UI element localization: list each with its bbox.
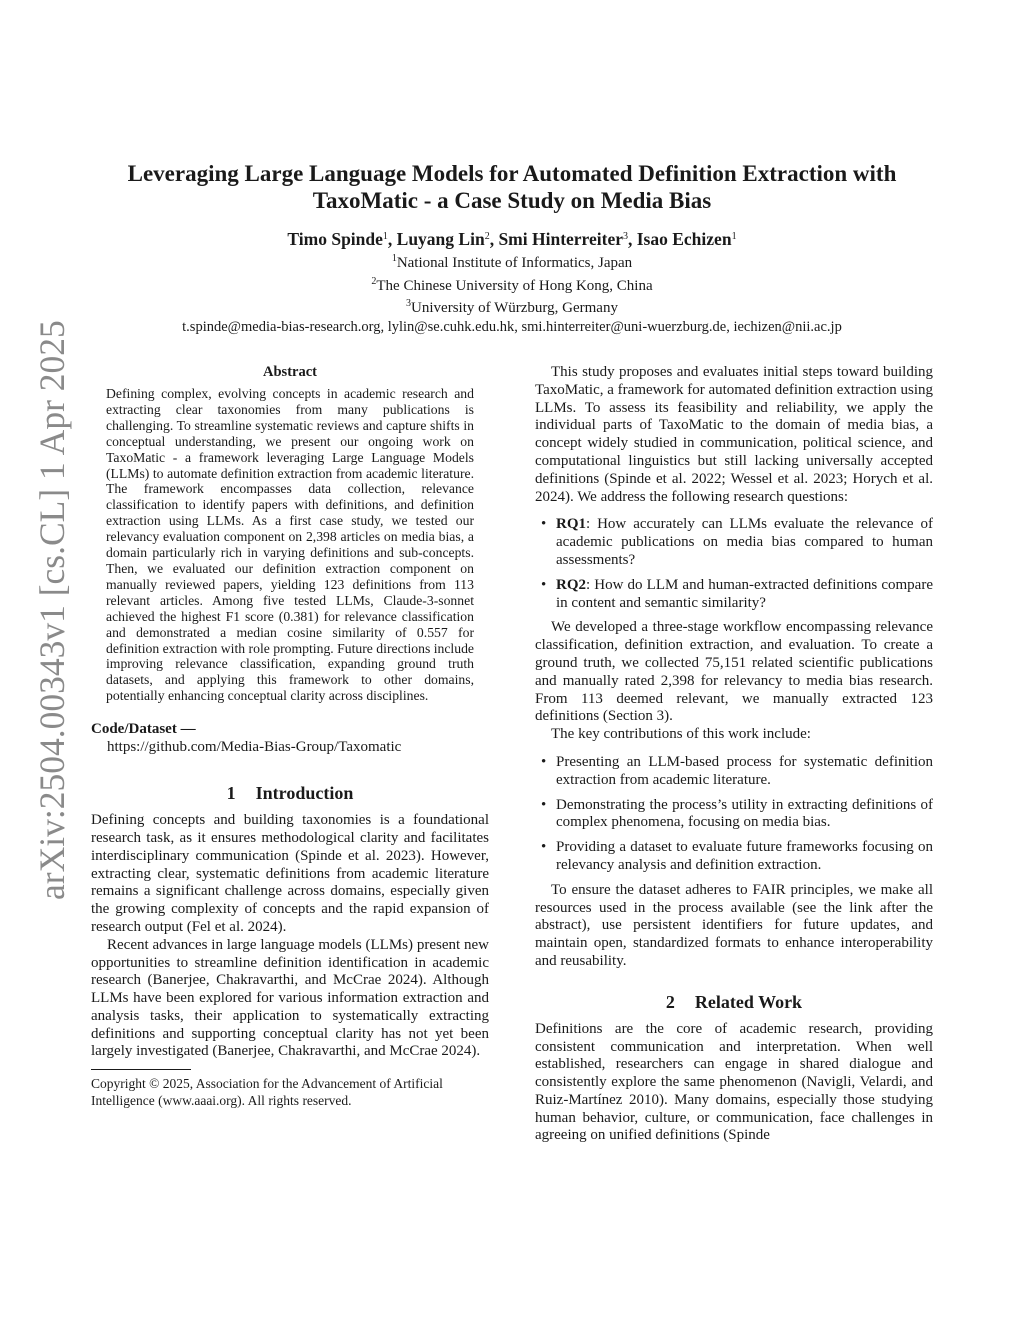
affiliation-mark: 3 — [406, 298, 412, 309]
list-item — [535, 577, 933, 613]
copyright-footnote: Copyright © 2025, Association for the Advancement of Artificial Intelligence (www.aaai.org). All rights reserved. — [91, 1076, 443, 1109]
introduction-heading — [91, 782, 489, 804]
study-intro-paragraph: This study proposes and evaluates initial steps toward building TaxoMatic, a framework for automated definition extraction using LLMs. To assess its feasibility and reliability, we apply the individual parts of TaxoMatic to the domain of media bias, a concept widely studied in communication, political science, and computational linguistics but still lacking universally accepted definitions (Spinde et al. 2022; Wessel et al. 2023; Horych et al. 2024). We address the following research questions: — [535, 364, 933, 505]
research-questions-list — [535, 516, 933, 612]
section-number: 1 — [226, 783, 236, 804]
affiliation-text: University of Würzburg, Germany — [411, 300, 618, 316]
author-affiliation-mark: 1 — [382, 231, 388, 242]
intro-paragraph-1: Defining concepts and building taxonomies is a foundational research task, as it ensures methodological clarity and facilitates interdisciplinary communication (Spinde et al. 2023). However, extracting clear, systematic definitions from academic literature remains a significant challenge across domains, especially given the growing complexity of concepts and the rapid expansion of research output (Fel et al. 2024). — [91, 812, 489, 935]
affiliation — [80, 250, 944, 273]
fair-paragraph: To ensure the dataset adheres to FAIR principles, we make all resources used in the process available (see the link after the abstract), use persistent identifiers for future updates, and maintain open, standardized formats to enhance interoperability and reusability. — [535, 881, 933, 969]
related-work-paragraph: Definitions are the core of academic research, providing consistent communication and interpretation. When well established, researchers can engage in shared dialogue and consistently explore the same phenomenon (Navigli, Velardi, and Ruiz-Martínez 2010). Many domains, especially those studying human behavior, culture, or communication, face challenges in agreeing on unified definitions (Spinde — [535, 1020, 933, 1144]
author-affiliation-mark: 1 — [731, 231, 737, 242]
left-column — [91, 364, 489, 1109]
affiliation — [80, 295, 944, 318]
rq-text: : How do LLM and human-extracted definitions compare in content and semantic similarity? — [556, 576, 933, 611]
paper-title-line-1: Leveraging Large Language Models for Automated Definition Extraction with — [127, 161, 897, 186]
paper-title — [80, 160, 944, 214]
affiliation — [80, 273, 944, 296]
abstract-text: Defining complex, evolving concepts in academic research and extracting clear taxonomies from many publications is challenging. To streamline systematic reviews and capture shifts in conceptual understanding, we present our ongoing work on TaxoMatic - a framework leveraging Large Language Models (LLMs) to automate definition extraction from academic literature. The framework encompasses data collection, relevance classification to identify papers with definitions, and definition extraction using LLMs. As a first case study, we tested our relevancy evaluation component on 2,398 articles on media bias, a domain particularly rich in varying definitions and sub-concepts. Then, we evaluated our definition extraction component on manually reviewed papers, yielding 123 definitions from 113 relevant articles. Among five tested LLMs, Claude-3-sonnet achieved the highest F1 score (0.381) for relevance classification and demonstrated a median cosine similarity of 0.557 for definition extraction with role prompting. Future directions include improving relevance classification, expanding ground truth datasets, and applying this framework to other domains, potentially enhancing conceptual clarity across disciplines. — [106, 386, 474, 704]
code-dataset-label: Code/Dataset — — [91, 721, 196, 738]
section-title: Related Work — [694, 991, 803, 1012]
author-name: Luyang Lin — [396, 229, 485, 249]
abstract-section — [91, 364, 489, 704]
title-block — [80, 160, 944, 336]
author-name: Timo Spinde — [287, 229, 383, 249]
abstract-heading: Abstract — [263, 364, 317, 380]
arxiv-stamp-text: arXiv:2504.00343v1 [cs.CL] 1 Apr 2025 — [32, 320, 72, 900]
footnote-divider — [91, 1069, 191, 1070]
rq-text: : How accurately can LLMs evaluate the relevance of academic publications on media bias compared to human assessments? — [556, 516, 933, 568]
author-list: Timo Spinde$^1$, Luyang Lin$^2$, Smi Hinterreiter$^3$, Isao Echizen$^1$ — [287, 229, 737, 249]
author-name: Isao Echizen — [636, 229, 732, 249]
list-item: • Demonstrating the process’s utility in extracting definitions of complex phenomena, focusing on media bias. — [535, 797, 933, 833]
section-number: 2 — [665, 991, 675, 1012]
right-column — [535, 364, 933, 1145]
rq-label: RQ2 — [556, 576, 586, 593]
section-title: Introduction — [255, 783, 354, 804]
contributions-intro: The key contributions of this work include: — [551, 726, 811, 743]
paper-title-line-2: TaxoMatic - a Case Study on Media Bias — [312, 188, 712, 213]
workflow-paragraph: We developed a three-stage workflow encompassing relevance classification, definition extraction, and evaluation. To create a ground truth, we collected 75,151 related scientific publications and manually rated 2,398 for relevancy to media bias research. From 113 deemed relevant, we manually extracted 123 definitions (Section 3). — [535, 619, 933, 725]
intro-paragraph-2: Recent advances in large language models (LLMs) present new opportunities to streamline definition identification in academic research (Banerjee, Chakravarthi, and McCrae 2024). Although LLMs have been explored for various information extraction and analysis tasks, their application to systematically extracting definitions and supporting conceptual clarity has not yet been largely investigated (Banerjee, Chakravarthi, and McCrae 2024). — [91, 936, 489, 1060]
affiliation-mark: 2 — [371, 275, 377, 287]
affiliation-text: The Chinese University of Hong Kong, China — [376, 277, 653, 294]
rq-label: RQ1 — [556, 516, 586, 533]
list-item — [535, 516, 933, 569]
author-emails: t.spinde@media-bias-research.org, lylin@se.cuhk.edu.hk, smi.hinterreiter@uni-wuerzburg.de, iechizen@nii.ac.jp — [182, 318, 842, 335]
contributions-list — [535, 754, 933, 875]
list-item: • Presenting an LLM-based process for systematic definition extraction from academic literature. — [535, 754, 933, 790]
affiliation-text: National Institute of Informatics, Japan — [396, 255, 633, 271]
code-dataset-link[interactable]: https://github.com/Media-Bias-Group/Taxomatic — [107, 739, 402, 756]
author-affiliation-mark: 3 — [623, 231, 628, 242]
related-work-heading — [535, 991, 933, 1013]
author-name: Smi Hinterreiter — [498, 229, 623, 249]
affiliation-mark: 1 — [391, 253, 397, 264]
list-item: • Providing a dataset to evaluate future frameworks focusing on relevancy analysis and definition extraction. — [535, 839, 933, 875]
author-affiliation-mark: 2 — [484, 231, 490, 242]
